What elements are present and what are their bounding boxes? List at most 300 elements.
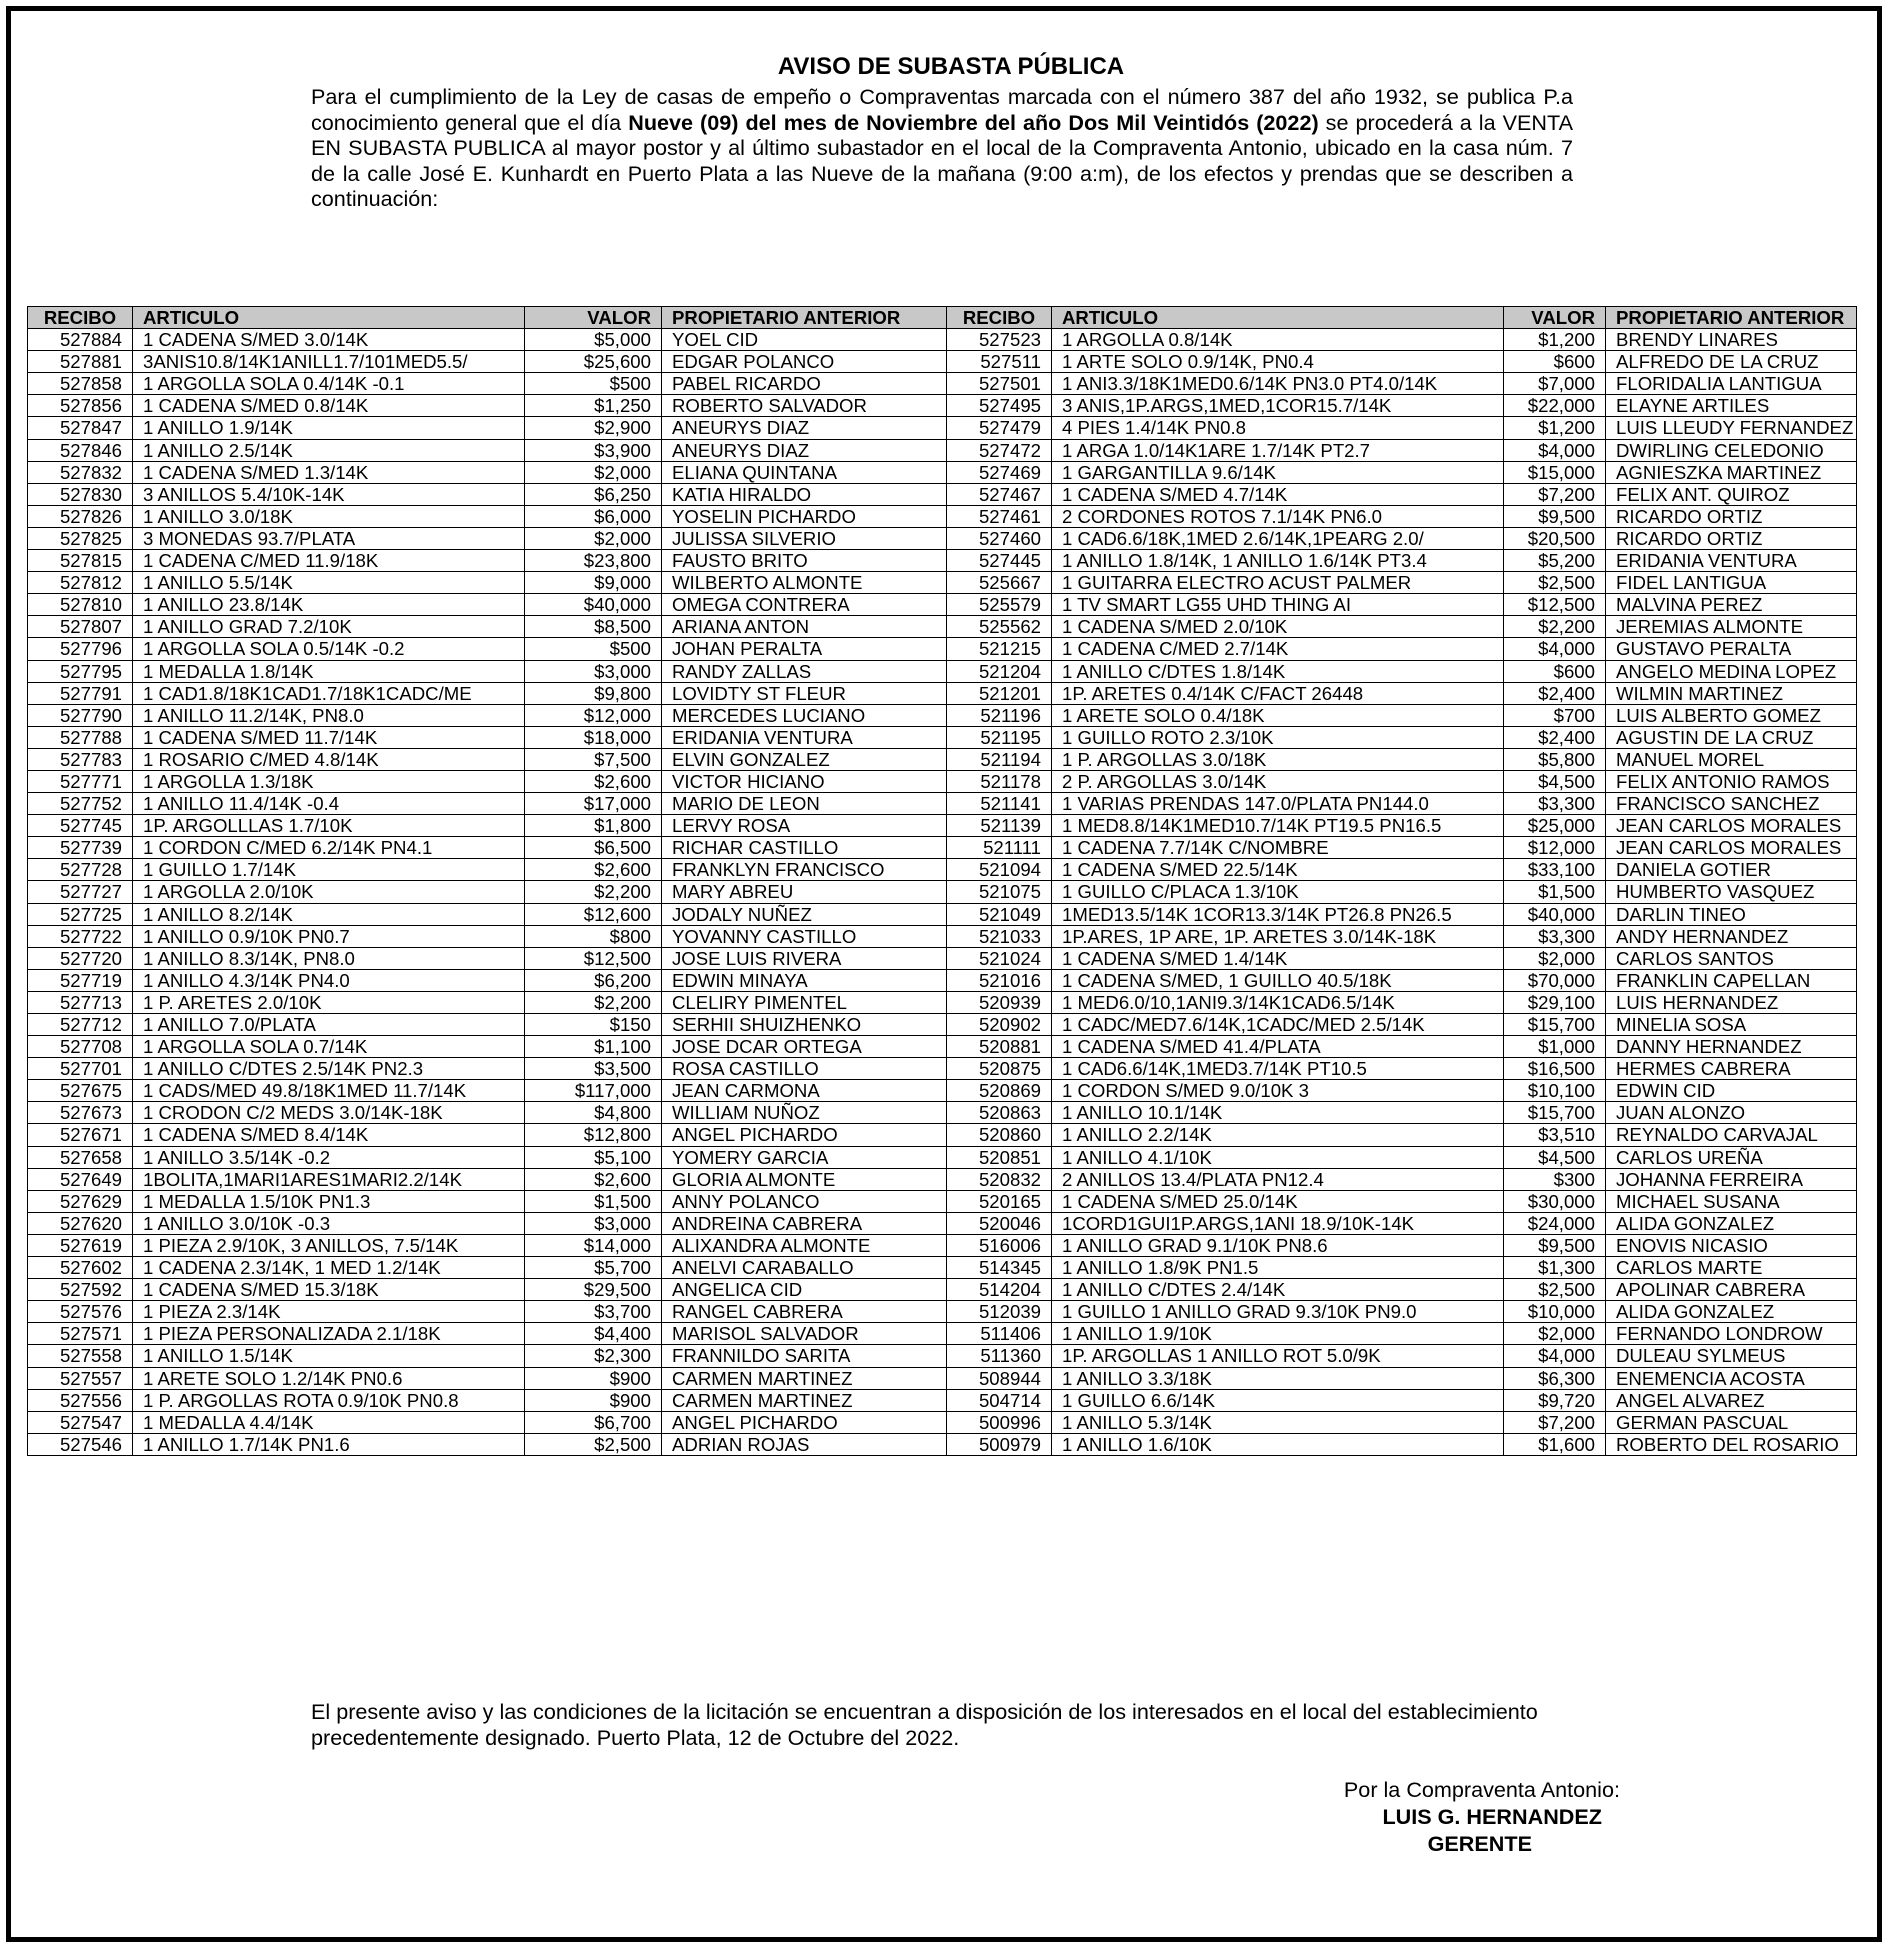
recibo-cell: 521204: [947, 660, 1052, 682]
valor-cell: $5,800: [1504, 748, 1606, 770]
articulo-cell: 1 ANILLO GRAD 9.1/10K PN8.6: [1052, 1234, 1504, 1256]
articulo-cell: 1 ANILLO 5.5/14K: [133, 572, 525, 594]
articulo-cell: 1 CAD6.6/14K,1MED3.7/14K PT10.5: [1052, 1058, 1504, 1080]
valor-cell: $20,500: [1504, 527, 1606, 549]
propietario-cell: RANDY ZALLAS: [662, 660, 947, 682]
valor-cell: $3,300: [1504, 793, 1606, 815]
header-valor: VALOR: [525, 307, 662, 329]
header-recibo: RECIBO: [28, 307, 133, 329]
table-row: [28, 1168, 1857, 1190]
articulo-cell: 1 ARTE SOLO 0.9/14K, PN0.4: [1052, 351, 1504, 373]
articulo-cell: 1 ROSARIO C/MED 4.8/14K: [133, 748, 525, 770]
articulo-cell: 1 MED6.0/10,1ANI9.3/14K1CAD6.5/14K: [1052, 991, 1504, 1013]
valor-cell: $3,000: [525, 660, 662, 682]
propietario-cell: DWIRLING CELEDONIO: [1606, 439, 1857, 461]
propietario-cell: ALIXANDRA ALMONTE: [662, 1234, 947, 1256]
articulo-cell: 3ANIS10.8/14K1ANILL1.7/101MED5.5/: [133, 351, 525, 373]
propietario-cell: JEAN CARMONA: [662, 1080, 947, 1102]
articulo-cell: 1 ANILLO 4.1/10K: [1052, 1146, 1504, 1168]
propietario-cell: VICTOR HICIANO: [662, 770, 947, 792]
propietario-cell: ARIANA ANTON: [662, 616, 947, 638]
recibo-cell: 527557: [28, 1367, 133, 1389]
table-row: [28, 483, 1857, 505]
propietario-cell: ROBERTO SALVADOR: [662, 395, 947, 417]
propietario-cell: ANGEL ALVAREZ: [1606, 1389, 1857, 1411]
table-row: [28, 1234, 1857, 1256]
valor-cell: $1,800: [525, 815, 662, 837]
recibo-cell: 527884: [28, 329, 133, 351]
valor-cell: $3,000: [525, 1212, 662, 1234]
articulo-cell: 1P. ARGOLLLAS 1.7/10K: [133, 815, 525, 837]
articulo-cell: 1 ARGOLLA SOLA 0.4/14K -0.1: [133, 373, 525, 395]
header-propietario: PROPIETARIO ANTERIOR: [662, 307, 947, 329]
valor-cell: $12,000: [525, 704, 662, 726]
recibo-cell: 527571: [28, 1323, 133, 1345]
valor-cell: $9,720: [1504, 1389, 1606, 1411]
valor-cell: $5,000: [525, 329, 662, 351]
articulo-cell: 1 ANILLO 1.8/14K, 1 ANILLO 1.6/14K PT3.4: [1052, 550, 1504, 572]
recibo-cell: 527796: [28, 638, 133, 660]
valor-cell: $2,300: [525, 1345, 662, 1367]
propietario-cell: DANIELA GOTIER: [1606, 859, 1857, 881]
valor-cell: $6,300: [1504, 1367, 1606, 1389]
valor-cell: $25,600: [525, 351, 662, 373]
valor-cell: $117,000: [525, 1080, 662, 1102]
valor-cell: $24,000: [1504, 1212, 1606, 1234]
propietario-cell: ANNY POLANCO: [662, 1190, 947, 1212]
recibo-cell: 521033: [947, 925, 1052, 947]
recibo-cell: 527788: [28, 726, 133, 748]
propietario-cell: CARMEN MARTINEZ: [662, 1389, 947, 1411]
articulo-cell: 1 ANILLO 2.2/14K: [1052, 1124, 1504, 1146]
valor-cell: $2,000: [1504, 947, 1606, 969]
recibo-cell: 520863: [947, 1102, 1052, 1124]
table-row: [28, 815, 1857, 837]
recibo-cell: 527467: [947, 483, 1052, 505]
articulo-cell: 1 TV SMART LG55 UHD THING AI: [1052, 594, 1504, 616]
articulo-cell: 1 CADENA S/MED 25.0/14K: [1052, 1190, 1504, 1212]
recibo-cell: 521201: [947, 682, 1052, 704]
valor-cell: $4,000: [1504, 1345, 1606, 1367]
table-row: [28, 373, 1857, 395]
articulo-cell: 1 CADENA S/MED, 1 GUILLO 40.5/18K: [1052, 969, 1504, 991]
valor-cell: $17,000: [525, 793, 662, 815]
table-row: [28, 1323, 1857, 1345]
propietario-cell: GUSTAVO PERALTA: [1606, 638, 1857, 660]
articulo-cell: 1 ANILLO 2.5/14K: [133, 439, 525, 461]
recibo-cell: 520165: [947, 1190, 1052, 1212]
propietario-cell: JODALY NUÑEZ: [662, 903, 947, 925]
table-row: [28, 1146, 1857, 1168]
valor-cell: $15,700: [1504, 1102, 1606, 1124]
valor-cell: $29,500: [525, 1279, 662, 1301]
articulo-cell: 1 ANILLO 3.0/18K: [133, 505, 525, 527]
articulo-cell: 1 CORDON S/MED 9.0/10K 3: [1052, 1080, 1504, 1102]
valor-cell: $1,500: [525, 1190, 662, 1212]
propietario-cell: JEAN CARLOS MORALES: [1606, 837, 1857, 859]
valor-cell: $3,500: [525, 1058, 662, 1080]
valor-cell: $7,200: [1504, 483, 1606, 505]
recibo-cell: 521178: [947, 770, 1052, 792]
articulo-cell: 1P. ARETES 0.4/14K C/FACT 26448: [1052, 682, 1504, 704]
table-row: [28, 461, 1857, 483]
recibo-cell: 527619: [28, 1234, 133, 1256]
valor-cell: $4,800: [525, 1102, 662, 1124]
propietario-cell: HUMBERTO VASQUEZ: [1606, 881, 1857, 903]
recibo-cell: 527795: [28, 660, 133, 682]
valor-cell: $23,800: [525, 550, 662, 572]
items-table: [27, 306, 1857, 1456]
recibo-cell: 527815: [28, 550, 133, 572]
valor-cell: $15,700: [1504, 1014, 1606, 1036]
propietario-cell: CARLOS SANTOS: [1606, 947, 1857, 969]
recibo-cell: 520939: [947, 991, 1052, 1013]
table-row: [28, 572, 1857, 594]
articulo-cell: 1 ANILLO C/DTES 2.4/14K: [1052, 1279, 1504, 1301]
articulo-cell: 1 ARGOLLA SOLA 0.7/14K: [133, 1036, 525, 1058]
valor-cell: $4,500: [1504, 770, 1606, 792]
recibo-cell: 527739: [28, 837, 133, 859]
header-articulo: ARTICULO: [133, 307, 525, 329]
articulo-cell: 1 ANILLO 3.0/10K -0.3: [133, 1212, 525, 1234]
recibo-cell: 527826: [28, 505, 133, 527]
valor-cell: $1,600: [1504, 1433, 1606, 1455]
table-row: [28, 903, 1857, 925]
valor-cell: $40,000: [1504, 903, 1606, 925]
articulo-cell: 1 CADENA S/MED 3.0/14K: [133, 329, 525, 351]
valor-cell: $3,510: [1504, 1124, 1606, 1146]
propietario-cell: ROBERTO DEL ROSARIO: [1606, 1433, 1857, 1455]
propietario-cell: ANGEL PICHARDO: [662, 1124, 947, 1146]
table-row: [28, 991, 1857, 1013]
valor-cell: $29,100: [1504, 991, 1606, 1013]
propietario-cell: ENOVIS NICASIO: [1606, 1234, 1857, 1256]
propietario-cell: JULISSA SILVERIO: [662, 527, 947, 549]
valor-cell: $8,500: [525, 616, 662, 638]
recibo-cell: 521075: [947, 881, 1052, 903]
articulo-cell: 1 P. ARGOLLAS ROTA 0.9/10K PN0.8: [133, 1389, 525, 1411]
propietario-cell: YOVANNY CASTILLO: [662, 925, 947, 947]
valor-cell: $10,000: [1504, 1301, 1606, 1323]
recibo-cell: 520832: [947, 1168, 1052, 1190]
propietario-cell: RICARDO ORTIZ: [1606, 505, 1857, 527]
propietario-cell: FLORIDALIA LANTIGUA: [1606, 373, 1857, 395]
valor-cell: $500: [525, 638, 662, 660]
articulo-cell: 1 PIEZA PERSONALIZADA 2.1/18K: [133, 1323, 525, 1345]
table-row: [28, 351, 1857, 373]
propietario-cell: CLELIRY PIMENTEL: [662, 991, 947, 1013]
propietario-cell: FIDEL LANTIGUA: [1606, 572, 1857, 594]
recibo-cell: 516006: [947, 1234, 1052, 1256]
propietario-cell: EDGAR POLANCO: [662, 351, 947, 373]
recibo-cell: 527807: [28, 616, 133, 638]
recibo-cell: 521016: [947, 969, 1052, 991]
valor-cell: $600: [1504, 351, 1606, 373]
articulo-cell: 2 P. ARGOLLAS 3.0/14K: [1052, 770, 1504, 792]
articulo-cell: 1 ARGOLLA 1.3/18K: [133, 770, 525, 792]
valor-cell: $3,700: [525, 1301, 662, 1323]
propietario-cell: MINELIA SOSA: [1606, 1014, 1857, 1036]
articulo-cell: 1 CADENA S/MED 4.7/14K: [1052, 483, 1504, 505]
table-row: [28, 1345, 1857, 1367]
valor-cell: $2,200: [1504, 616, 1606, 638]
table-row: [28, 616, 1857, 638]
recibo-cell: 520902: [947, 1014, 1052, 1036]
articulo-cell: 1 CADENA 7.7/14K C/NOMBRE: [1052, 837, 1504, 859]
valor-cell: $12,000: [1504, 837, 1606, 859]
articulo-cell: 1 ANILLO 0.9/10K PN0.7: [133, 925, 525, 947]
recibo-cell: 500979: [947, 1433, 1052, 1455]
articulo-cell: 1 ARETE SOLO 0.4/18K: [1052, 704, 1504, 726]
articulo-cell: 1 ANILLO GRAD 7.2/10K: [133, 616, 525, 638]
valor-cell: $7,200: [1504, 1411, 1606, 1433]
articulo-cell: 1 CADS/MED 49.8/18K1MED 11.7/14K: [133, 1080, 525, 1102]
valor-cell: $12,500: [525, 947, 662, 969]
propietario-cell: JEREMIAS ALMONTE: [1606, 616, 1857, 638]
recibo-cell: 525562: [947, 616, 1052, 638]
valor-cell: $2,000: [525, 527, 662, 549]
articulo-cell: 1 CORDON C/MED 6.2/14K PN4.1: [133, 837, 525, 859]
table-row: [28, 748, 1857, 770]
propietario-cell: RICARDO ORTIZ: [1606, 527, 1857, 549]
articulo-cell: 1 P. ARGOLLAS 3.0/18K: [1052, 748, 1504, 770]
header-articulo: ARTICULO: [1052, 307, 1504, 329]
valor-cell: $2,600: [525, 859, 662, 881]
articulo-cell: 1 ANILLO C/DTES 1.8/14K: [1052, 660, 1504, 682]
propietario-cell: WILLIAM NUÑOZ: [662, 1102, 947, 1124]
articulo-cell: 1 ANI3.3/18K1MED0.6/14K PN3.0 PT4.0/14K: [1052, 373, 1504, 395]
signature-block: [1290, 1776, 1620, 1857]
propietario-cell: CARLOS MARTE: [1606, 1257, 1857, 1279]
recibo-cell: 521111: [947, 837, 1052, 859]
propietario-cell: FRANKLIN CAPELLAN: [1606, 969, 1857, 991]
recibo-cell: 527790: [28, 704, 133, 726]
articulo-cell: 1 MEDALLA 4.4/14K: [133, 1411, 525, 1433]
valor-cell: $5,200: [1504, 550, 1606, 572]
articulo-cell: 1 CRODON C/2 MEDS 3.0/14K-18K: [133, 1102, 525, 1124]
propietario-cell: JOSE DCAR ORTEGA: [662, 1036, 947, 1058]
propietario-cell: FAUSTO BRITO: [662, 550, 947, 572]
articulo-cell: 1 CADENA S/MED 0.8/14K: [133, 395, 525, 417]
articulo-cell: 1 ANILLO 11.4/14K -0.4: [133, 793, 525, 815]
table-row: [28, 1058, 1857, 1080]
notice-title: AVISO DE SUBASTA PÚBLICA: [777, 53, 1125, 80]
propietario-cell: APOLINAR CABRERA: [1606, 1279, 1857, 1301]
recibo-cell: 527712: [28, 1014, 133, 1036]
table-row: [28, 638, 1857, 660]
valor-cell: $4,500: [1504, 1146, 1606, 1168]
table-row: [28, 439, 1857, 461]
valor-cell: $6,700: [525, 1411, 662, 1433]
table-row: [28, 395, 1857, 417]
recibo-cell: 527881: [28, 351, 133, 373]
propietario-cell: ALIDA GONZALEZ: [1606, 1301, 1857, 1323]
valor-cell: $900: [525, 1389, 662, 1411]
table-row: [28, 1257, 1857, 1279]
propietario-cell: JOSE LUIS RIVERA: [662, 947, 947, 969]
articulo-cell: 1 CADENA S/MED 2.0/10K: [1052, 616, 1504, 638]
table-row: [28, 1367, 1857, 1389]
valor-cell: $2,000: [525, 461, 662, 483]
recibo-cell: 527830: [28, 483, 133, 505]
valor-cell: $500: [525, 373, 662, 395]
recibo-cell: 527501: [947, 373, 1052, 395]
propietario-cell: YOMERY GARCIA: [662, 1146, 947, 1168]
recibo-cell: 527495: [947, 395, 1052, 417]
valor-cell: $900: [525, 1367, 662, 1389]
table-row: [28, 682, 1857, 704]
valor-cell: $1,200: [1504, 329, 1606, 351]
propietario-cell: HERMES CABRERA: [1606, 1058, 1857, 1080]
valor-cell: $2,200: [525, 991, 662, 1013]
propietario-cell: ANGELICA CID: [662, 1279, 947, 1301]
propietario-cell: LUIS ALBERTO GOMEZ: [1606, 704, 1857, 726]
header-recibo: RECIBO: [947, 307, 1052, 329]
recibo-cell: 514345: [947, 1257, 1052, 1279]
recibo-cell: 520869: [947, 1080, 1052, 1102]
table-body: [28, 329, 1857, 1456]
table-row: [28, 505, 1857, 527]
valor-cell: $9,000: [525, 572, 662, 594]
recibo-cell: 527752: [28, 793, 133, 815]
articulo-cell: 1 CADENA S/MED 41.4/PLATA: [1052, 1036, 1504, 1058]
recibo-cell: 527576: [28, 1301, 133, 1323]
recibo-cell: 521195: [947, 726, 1052, 748]
table-row: [28, 417, 1857, 439]
recibo-cell: 527728: [28, 859, 133, 881]
articulo-cell: 1 CADENA C/MED 11.9/18K: [133, 550, 525, 572]
table-row: [28, 969, 1857, 991]
articulo-cell: 1 ANILLO 1.9/14K: [133, 417, 525, 439]
articulo-cell: 1 GUILLO C/PLACA 1.3/10K: [1052, 881, 1504, 903]
articulo-cell: 1 PIEZA 2.9/10K, 3 ANILLOS, 7.5/14K: [133, 1234, 525, 1256]
articulo-cell: 1 GARGANTILLA 9.6/14K: [1052, 461, 1504, 483]
articulo-cell: 1 CADENA S/MED 1.3/14K: [133, 461, 525, 483]
recibo-cell: 527472: [947, 439, 1052, 461]
valor-cell: $25,000: [1504, 815, 1606, 837]
valor-cell: $2,600: [525, 770, 662, 792]
valor-cell: $15,000: [1504, 461, 1606, 483]
articulo-cell: 1 ANILLO 5.3/14K: [1052, 1411, 1504, 1433]
articulo-cell: 1 ANILLO 3.3/18K: [1052, 1367, 1504, 1389]
valor-cell: $9,500: [1504, 1234, 1606, 1256]
propietario-cell: RICHAR CASTILLO: [662, 837, 947, 859]
recibo-cell: 514204: [947, 1279, 1052, 1301]
valor-cell: $2,400: [1504, 682, 1606, 704]
recibo-cell: 527671: [28, 1124, 133, 1146]
propietario-cell: JOHANNA FERREIRA: [1606, 1168, 1857, 1190]
propietario-cell: FRANKLYN FRANCISCO: [662, 859, 947, 881]
recibo-cell: 527620: [28, 1212, 133, 1234]
recibo-cell: 527479: [947, 417, 1052, 439]
recibo-cell: 527719: [28, 969, 133, 991]
table-row: [28, 527, 1857, 549]
propietario-cell: FERNANDO LONDROW: [1606, 1323, 1857, 1345]
valor-cell: $150: [525, 1014, 662, 1036]
header-valor: VALOR: [1504, 307, 1606, 329]
closing-paragraph: El presente aviso y las condiciones de la licitación se encuentran a disposición de los interesados en el local del establecimiento precedentemente designado. Puerto Plata, 12 de Octubre del 2022.: [311, 1699, 1538, 1750]
recibo-cell: 527791: [28, 682, 133, 704]
propietario-cell: EDWIN MINAYA: [662, 969, 947, 991]
recibo-cell: 527832: [28, 461, 133, 483]
propietario-cell: ERIDANIA VENTURA: [662, 726, 947, 748]
propietario-cell: DANNY HERNANDEZ: [1606, 1036, 1857, 1058]
articulo-cell: 1 ANILLO 4.3/14K PN4.0: [133, 969, 525, 991]
articulo-cell: 1 MED8.8/14K1MED10.7/14K PT19.5 PN16.5: [1052, 815, 1504, 837]
table-row: [28, 1411, 1857, 1433]
articulo-cell: 1 ARETE SOLO 1.2/14K PN0.6: [133, 1367, 525, 1389]
propietario-cell: ANEURYS DIAZ: [662, 439, 947, 461]
articulo-cell: 1 ANILLO 23.8/14K: [133, 594, 525, 616]
recibo-cell: 511360: [947, 1345, 1052, 1367]
propietario-cell: LERVY ROSA: [662, 815, 947, 837]
recibo-cell: 527546: [28, 1433, 133, 1455]
valor-cell: $3,900: [525, 439, 662, 461]
propietario-cell: DARLIN TINEO: [1606, 903, 1857, 925]
articulo-cell: 1 ANILLO 8.3/14K, PN8.0: [133, 947, 525, 969]
propietario-cell: OMEGA CONTRERA: [662, 594, 947, 616]
propietario-cell: ANGEL PICHARDO: [662, 1411, 947, 1433]
valor-cell: $9,800: [525, 682, 662, 704]
table-row: [28, 1212, 1857, 1234]
valor-cell: $2,000: [1504, 1323, 1606, 1345]
articulo-cell: 1P. ARGOLLAS 1 ANILLO ROT 5.0/9K: [1052, 1345, 1504, 1367]
articulo-cell: 1 CADC/MED7.6/14K,1CADC/MED 2.5/14K: [1052, 1014, 1504, 1036]
propietario-cell: MANUEL MOREL: [1606, 748, 1857, 770]
propietario-cell: FRANCISCO SANCHEZ: [1606, 793, 1857, 815]
recibo-cell: 527675: [28, 1080, 133, 1102]
propietario-cell: LOVIDTY ST FLEUR: [662, 682, 947, 704]
articulo-cell: 1 CADENA S/MED 15.3/18K: [133, 1279, 525, 1301]
valor-cell: $6,500: [525, 837, 662, 859]
articulo-cell: 1 ANILLO 8.2/14K: [133, 903, 525, 925]
table-row: [28, 660, 1857, 682]
recibo-cell: 508944: [947, 1367, 1052, 1389]
valor-cell: $5,700: [525, 1257, 662, 1279]
propietario-cell: YOSELIN PICHARDO: [662, 505, 947, 527]
propietario-cell: ERIDANIA VENTURA: [1606, 550, 1857, 572]
recibo-cell: 520875: [947, 1058, 1052, 1080]
recibo-cell: 527523: [947, 329, 1052, 351]
recibo-cell: 527445: [947, 550, 1052, 572]
articulo-cell: 1 ANILLO 1.8/9K PN1.5: [1052, 1257, 1504, 1279]
recibo-cell: 521139: [947, 815, 1052, 837]
table-row: [28, 1389, 1857, 1411]
propietario-cell: FELIX ANTONIO RAMOS: [1606, 770, 1857, 792]
valor-cell: $1,000: [1504, 1036, 1606, 1058]
articulo-cell: 1 CADENA S/MED 8.4/14K: [133, 1124, 525, 1146]
recibo-cell: 527461: [947, 505, 1052, 527]
recibo-cell: 527460: [947, 527, 1052, 549]
propietario-cell: ROSA CASTILLO: [662, 1058, 947, 1080]
recibo-cell: 527649: [28, 1168, 133, 1190]
propietario-cell: MICHAEL SUSANA: [1606, 1190, 1857, 1212]
signature-line: Por la Compraventa Antonio:: [1343, 1777, 1620, 1802]
valor-cell: $2,500: [1504, 572, 1606, 594]
articulo-cell: 1 CADENA S/MED 11.7/14K: [133, 726, 525, 748]
propietario-cell: ANELVI CARABALLO: [662, 1257, 947, 1279]
table-row: [28, 925, 1857, 947]
recibo-cell: 527558: [28, 1345, 133, 1367]
articulo-cell: 1 ANILLO 1.6/10K: [1052, 1433, 1504, 1455]
recibo-cell: 527602: [28, 1257, 133, 1279]
table-row: [28, 770, 1857, 792]
recibo-cell: 527708: [28, 1036, 133, 1058]
propietario-cell: ELAYNE ARTILES: [1606, 395, 1857, 417]
recibo-cell: 527783: [28, 748, 133, 770]
articulo-cell: 1 GUILLO 6.6/14K: [1052, 1389, 1504, 1411]
articulo-cell: 1 ANILLO 3.5/14K -0.2: [133, 1146, 525, 1168]
